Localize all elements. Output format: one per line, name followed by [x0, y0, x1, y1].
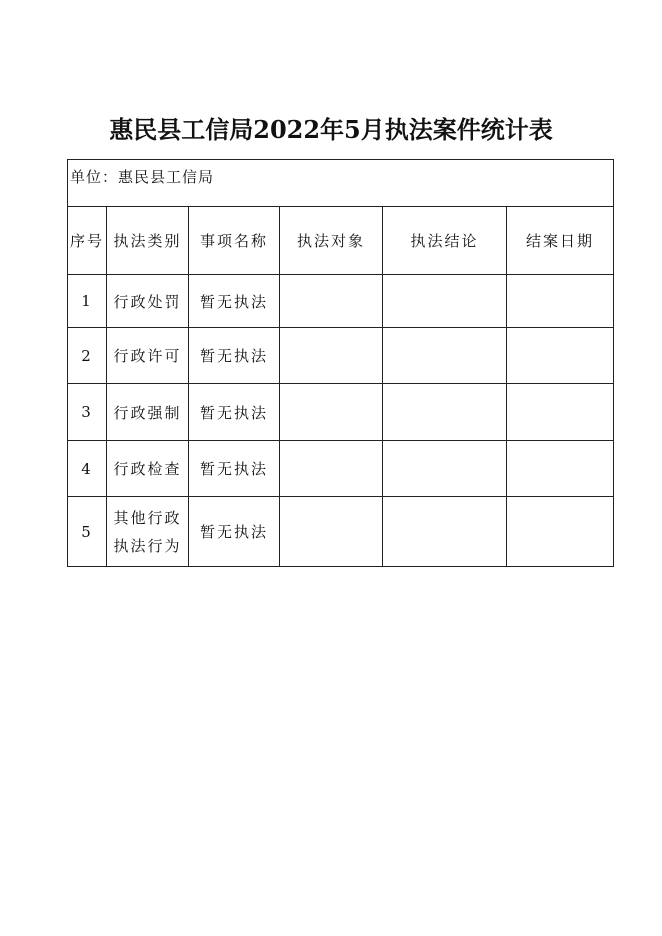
row-close-date [507, 328, 614, 384]
row-item-name: 暂无执法 [189, 328, 280, 384]
row-item-name: 暂无执法 [189, 275, 280, 328]
row-category-line-1: 其他行政 [113, 508, 182, 527]
unit-label: 单位：惠民县工信局 [68, 160, 614, 207]
header-item-name: 事项名称 [189, 207, 280, 275]
unit-row [68, 160, 614, 207]
row-target [280, 497, 383, 567]
table-row [68, 384, 614, 441]
row-category: 行政许可 [107, 328, 189, 384]
row-target [280, 275, 383, 328]
row-item-name: 暂无执法 [189, 497, 280, 567]
table-header-row [68, 207, 614, 275]
row-category: 行政处罚 [107, 275, 189, 328]
header-close-date: 结案日期 [507, 207, 614, 275]
row-close-date [507, 497, 614, 567]
row-no: 5 [68, 497, 107, 567]
row-no: 3 [68, 384, 107, 441]
header-no: 序号 [68, 207, 107, 275]
table-row [68, 497, 614, 567]
row-category [107, 497, 189, 567]
table-row [68, 275, 614, 328]
row-target [280, 328, 383, 384]
row-category: 行政强制 [107, 384, 189, 441]
row-no: 2 [68, 328, 107, 384]
row-no: 1 [68, 275, 107, 328]
row-conclusion [383, 384, 507, 441]
row-item-name: 暂无执法 [189, 441, 280, 497]
statistics-table [67, 159, 614, 567]
row-conclusion [383, 441, 507, 497]
row-conclusion [383, 328, 507, 384]
row-no: 4 [68, 441, 107, 497]
header-target: 执法对象 [280, 207, 383, 275]
row-close-date [507, 441, 614, 497]
row-item-name: 暂无执法 [189, 384, 280, 441]
table-row [68, 441, 614, 497]
table-row [68, 328, 614, 384]
row-conclusion [383, 275, 507, 328]
row-category-line-2: 执法行为 [113, 536, 182, 555]
row-conclusion [383, 497, 507, 567]
row-target [280, 441, 383, 497]
row-close-date [507, 275, 614, 328]
row-category: 行政检查 [107, 441, 189, 497]
header-category: 执法类别 [107, 207, 189, 275]
row-close-date [507, 384, 614, 441]
row-target [280, 384, 383, 441]
header-conclusion: 执法结论 [383, 207, 507, 275]
page-title: 惠民县工信局2022年5月执法案件统计表 [109, 115, 553, 144]
